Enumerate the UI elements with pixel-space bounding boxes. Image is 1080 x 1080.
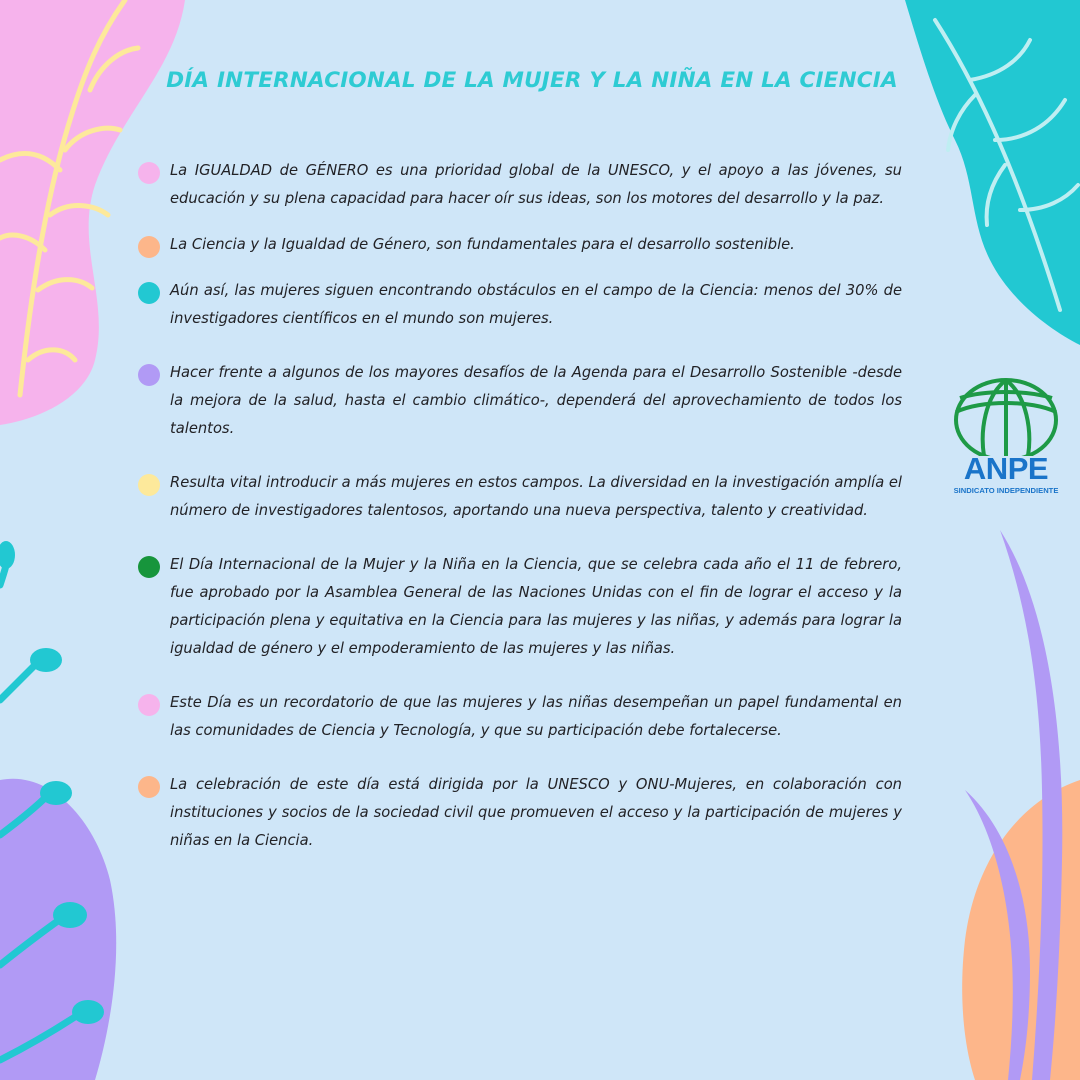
list-item	[138, 469, 902, 525]
bullet-dot-icon	[138, 694, 160, 716]
item-text: La Ciencia y la Igualdad de Género, son fundamentales para el desarrollo sostenible.	[170, 236, 795, 253]
item-text: La celebración de este día está dirigida por la UNESCO y ONU-Mujeres, en colaboración con instituciones y socios de la sociedad civil que promueven el acceso y la participación de mujeres y niñas en la Ciencia.	[170, 776, 902, 849]
anpe-logo	[940, 376, 1072, 498]
item-text: El Día Internacional de la Mujer y la Niña en la Ciencia, que se celebra cada año el 11 de febrero, fue aprobado por la Asamblea General de las Naciones Unidas con el fin de lograr el acceso y la participación plena y equitativa en la Ciencia para las mujeres y las niñas, y además para lograr la igualdad de género y el empoderamiento de las mujeres y las niñas.	[170, 556, 902, 657]
list-item	[138, 689, 902, 745]
item-text: Este Día es un recordatorio de que las mujeres y las niñas desempeñan un papel fundamental en las comunidades de Ciencia y Tecnología, y que su participación debe fortalecerse.	[170, 694, 902, 739]
list-item	[138, 551, 902, 663]
list-item	[138, 157, 902, 213]
list-item	[138, 277, 902, 333]
logo-name: ANPE	[963, 451, 1049, 486]
page-title: DÍA INTERNACIONAL DE LA MUJER Y LA NIÑA EN LA CIENCIA	[166, 68, 898, 93]
bullet-dot-icon	[138, 236, 160, 258]
item-text: Resulta vital introducir a más mujeres en estos campos. La diversidad en la investigación amplía el número de investigadores talentosos, aportando una nueva perspectiva, talento y creatividad.	[170, 474, 903, 519]
list-item	[138, 359, 902, 443]
item-text: La IGUALDAD de GÉNERO es una prioridad global de la UNESCO, y el apoyo a las jóvenes, su educación y su plena capacidad para hacer oír sus ideas, son los motores del desarrollo y la paz.	[170, 162, 902, 207]
bullet-dot-icon	[138, 776, 160, 798]
bullet-list	[138, 157, 902, 855]
globe-icon	[940, 376, 1072, 456]
item-text: Aún así, las mujeres siguen encontrando obstáculos en el campo de la Ciencia: menos del 30% de investigadores científicos en el mundo son mujeres.	[170, 282, 902, 327]
bullet-dot-icon	[138, 364, 160, 386]
bullet-dot-icon	[138, 162, 160, 184]
logo-tagline: SINDICATO INDEPENDIENTE	[953, 486, 1059, 495]
list-item	[138, 231, 902, 259]
bullet-dot-icon	[138, 474, 160, 496]
bullet-dot-icon	[138, 282, 160, 304]
list-item	[138, 771, 902, 855]
bullet-dot-icon	[138, 556, 160, 578]
item-text: Hacer frente a algunos de los mayores desafíos de la Agenda para el Desarrollo Sostenible -desde la mejora de la salud, hasta el cambio climático-, dependerá del aprovechamiento de todos los talentos.	[170, 364, 902, 437]
